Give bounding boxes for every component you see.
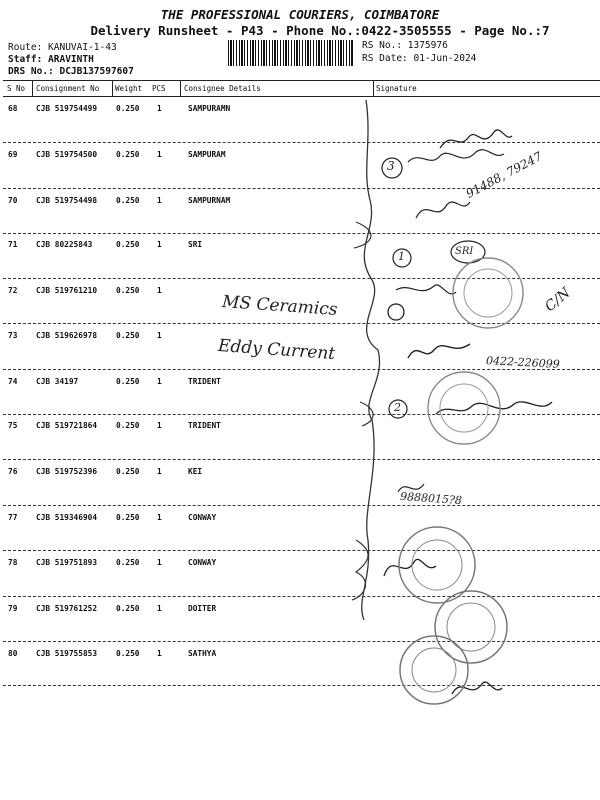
company-title: THE PROFESSIONAL COURIERS, COIMBATORE bbox=[160, 7, 440, 22]
table-row bbox=[0, 421, 600, 431]
row-weight: 0.250 bbox=[116, 467, 140, 476]
table-row bbox=[0, 150, 600, 160]
row-consignment: CJB 519346904 bbox=[36, 513, 98, 522]
row-weight: 0.250 bbox=[116, 331, 140, 340]
table-row bbox=[0, 513, 600, 523]
row-weight: 0.250 bbox=[116, 513, 140, 522]
row-consignee: CONWAY bbox=[188, 513, 217, 522]
circle-mark bbox=[388, 304, 404, 320]
signature-scribble bbox=[408, 344, 470, 358]
row-consignee: SAMPURNAM bbox=[188, 196, 231, 205]
row-pcs: 1 bbox=[157, 240, 162, 249]
table-row bbox=[0, 604, 600, 614]
row-consignee: SRI bbox=[188, 240, 203, 249]
row-sno: 68 bbox=[8, 104, 18, 113]
row-consignment: CJB 519752396 bbox=[36, 467, 98, 476]
row-separator bbox=[3, 323, 600, 324]
table-row bbox=[0, 104, 600, 114]
row-consignee: TRIDENT bbox=[188, 377, 221, 386]
table-row bbox=[0, 240, 600, 250]
row-consignment: CJB 519721864 bbox=[36, 421, 98, 430]
row-pcs: 1 bbox=[157, 604, 162, 613]
row-pcs: 1 bbox=[157, 558, 162, 567]
row-separator bbox=[3, 459, 600, 460]
header-top-rule bbox=[3, 80, 600, 81]
row-sno: 74 bbox=[8, 377, 18, 386]
row-consignment: CJB 519626978 bbox=[36, 331, 98, 340]
bracket-mark bbox=[352, 540, 368, 600]
row-consignment: CJB 519755853 bbox=[36, 649, 98, 658]
row-separator bbox=[3, 550, 600, 551]
bracket-line bbox=[362, 100, 380, 620]
row-weight: 0.250 bbox=[116, 649, 140, 658]
row-consignment: CJB 519754500 bbox=[36, 150, 98, 159]
row-consignment: CJB 519751893 bbox=[36, 558, 98, 567]
row-consignment: CJB 519761210 bbox=[36, 286, 98, 295]
row-separator bbox=[3, 414, 600, 415]
handwritten-mark: C/N bbox=[542, 284, 574, 316]
header-bottom-rule bbox=[3, 96, 600, 97]
row-sno: 76 bbox=[8, 467, 18, 476]
signature-scribble bbox=[436, 402, 552, 414]
runsheet-title: Delivery Runsheet - P43 - Phone No.:0422-3505555 - Page No.:7 bbox=[90, 23, 550, 38]
row-separator bbox=[3, 596, 600, 597]
col-divider bbox=[180, 80, 181, 96]
col-divider bbox=[112, 80, 113, 96]
row-weight: 0.250 bbox=[116, 150, 140, 159]
handwritten-mark: 1 bbox=[398, 250, 405, 263]
handwritten-phone: 0422-226099 bbox=[485, 354, 560, 371]
table-row bbox=[0, 558, 600, 568]
row-sno: 79 bbox=[8, 604, 18, 613]
row-weight: 0.250 bbox=[116, 421, 140, 430]
col-header-signature: Signature bbox=[376, 84, 417, 93]
row-sno: 72 bbox=[8, 286, 18, 295]
row-sno: 78 bbox=[8, 558, 18, 567]
row-consignment: CJB 34197 bbox=[36, 377, 79, 386]
handwritten-mark: 3 bbox=[387, 159, 395, 173]
handwritten-phone: 9888015?8 bbox=[399, 489, 463, 508]
row-sno: 70 bbox=[8, 196, 18, 205]
table-row bbox=[0, 196, 600, 206]
row-pcs: 1 bbox=[157, 649, 162, 658]
row-weight: 0.250 bbox=[116, 377, 140, 386]
row-separator bbox=[3, 188, 600, 189]
handwritten-phone: 91488, 79247 bbox=[463, 149, 545, 201]
row-sno: 77 bbox=[8, 513, 18, 522]
drs-number: DRS No.: DCJB137597607 bbox=[8, 66, 134, 77]
col-header-pcs: PCS bbox=[152, 84, 166, 93]
row-weight: 0.250 bbox=[116, 240, 140, 249]
table-row bbox=[0, 377, 600, 387]
row-consignee: SAMPURAMN bbox=[188, 104, 231, 113]
row-pcs: 1 bbox=[157, 104, 162, 113]
row-sno: 80 bbox=[8, 649, 18, 658]
row-consignee: KEI bbox=[188, 467, 203, 476]
col-divider bbox=[32, 80, 33, 96]
col-header-weight: Weight bbox=[115, 84, 143, 93]
rs-number: RS No.: 1375976 bbox=[362, 40, 448, 51]
barcode bbox=[228, 40, 354, 66]
table-row bbox=[0, 331, 600, 341]
row-separator bbox=[3, 233, 600, 234]
row-consignee: SAMPURAM bbox=[188, 150, 226, 159]
row-pcs: 1 bbox=[157, 377, 162, 386]
staff-label: Staff: ARAVINTH bbox=[8, 54, 94, 65]
signature-scribble bbox=[440, 130, 512, 148]
col-header-consignment: Consignment No bbox=[36, 84, 100, 93]
table-row bbox=[0, 649, 600, 659]
row-pcs: 1 bbox=[157, 421, 162, 430]
row-weight: 0.250 bbox=[116, 604, 140, 613]
handwritten-mark: 2 bbox=[394, 401, 401, 414]
handwritten-consignee: MS Ceramics bbox=[221, 291, 339, 321]
row-separator bbox=[3, 278, 600, 279]
row-sno: 69 bbox=[8, 150, 18, 159]
row-sno: 75 bbox=[8, 421, 18, 430]
row-pcs: 1 bbox=[157, 513, 162, 522]
row-weight: 0.250 bbox=[116, 558, 140, 567]
row-separator bbox=[3, 685, 600, 686]
row-consignment: CJB 519754498 bbox=[36, 196, 98, 205]
row-consignee: TRIDENT bbox=[188, 421, 221, 430]
handwritten-mark: SRI bbox=[455, 246, 474, 257]
col-header-consignee: Consignee Details bbox=[184, 84, 261, 93]
row-weight: 0.250 bbox=[116, 286, 140, 295]
row-sno: 73 bbox=[8, 331, 18, 340]
row-consignee: SATHYA bbox=[188, 649, 217, 658]
row-pcs: 1 bbox=[157, 331, 162, 340]
row-consignee: CONWAY bbox=[188, 558, 217, 567]
rs-date: RS Date: 01-Jun-2024 bbox=[362, 53, 477, 64]
col-header-sno: S No bbox=[7, 84, 26, 93]
handwritten-consignee: Eddy Current bbox=[217, 335, 336, 365]
col-divider bbox=[373, 80, 374, 96]
row-consignment: CJB 519754499 bbox=[36, 104, 98, 113]
row-pcs: 1 bbox=[157, 286, 162, 295]
row-consignment: CJB 80225843 bbox=[36, 240, 93, 249]
row-consignment: CJB 519761252 bbox=[36, 604, 98, 613]
row-weight: 0.250 bbox=[116, 104, 140, 113]
table-row bbox=[0, 286, 600, 296]
row-separator bbox=[3, 142, 600, 143]
table-row bbox=[0, 467, 600, 477]
row-pcs: 1 bbox=[157, 150, 162, 159]
row-pcs: 1 bbox=[157, 196, 162, 205]
row-separator bbox=[3, 369, 600, 370]
route-label: Route: KANUVAI-1-43 bbox=[8, 42, 117, 53]
row-sno: 71 bbox=[8, 240, 18, 249]
row-separator bbox=[3, 505, 600, 506]
signature-scribble bbox=[452, 682, 502, 694]
row-weight: 0.250 bbox=[116, 196, 140, 205]
company-stamp bbox=[400, 636, 468, 704]
row-consignee: DOITER bbox=[188, 604, 217, 613]
row-separator bbox=[3, 641, 600, 642]
row-pcs: 1 bbox=[157, 467, 162, 476]
